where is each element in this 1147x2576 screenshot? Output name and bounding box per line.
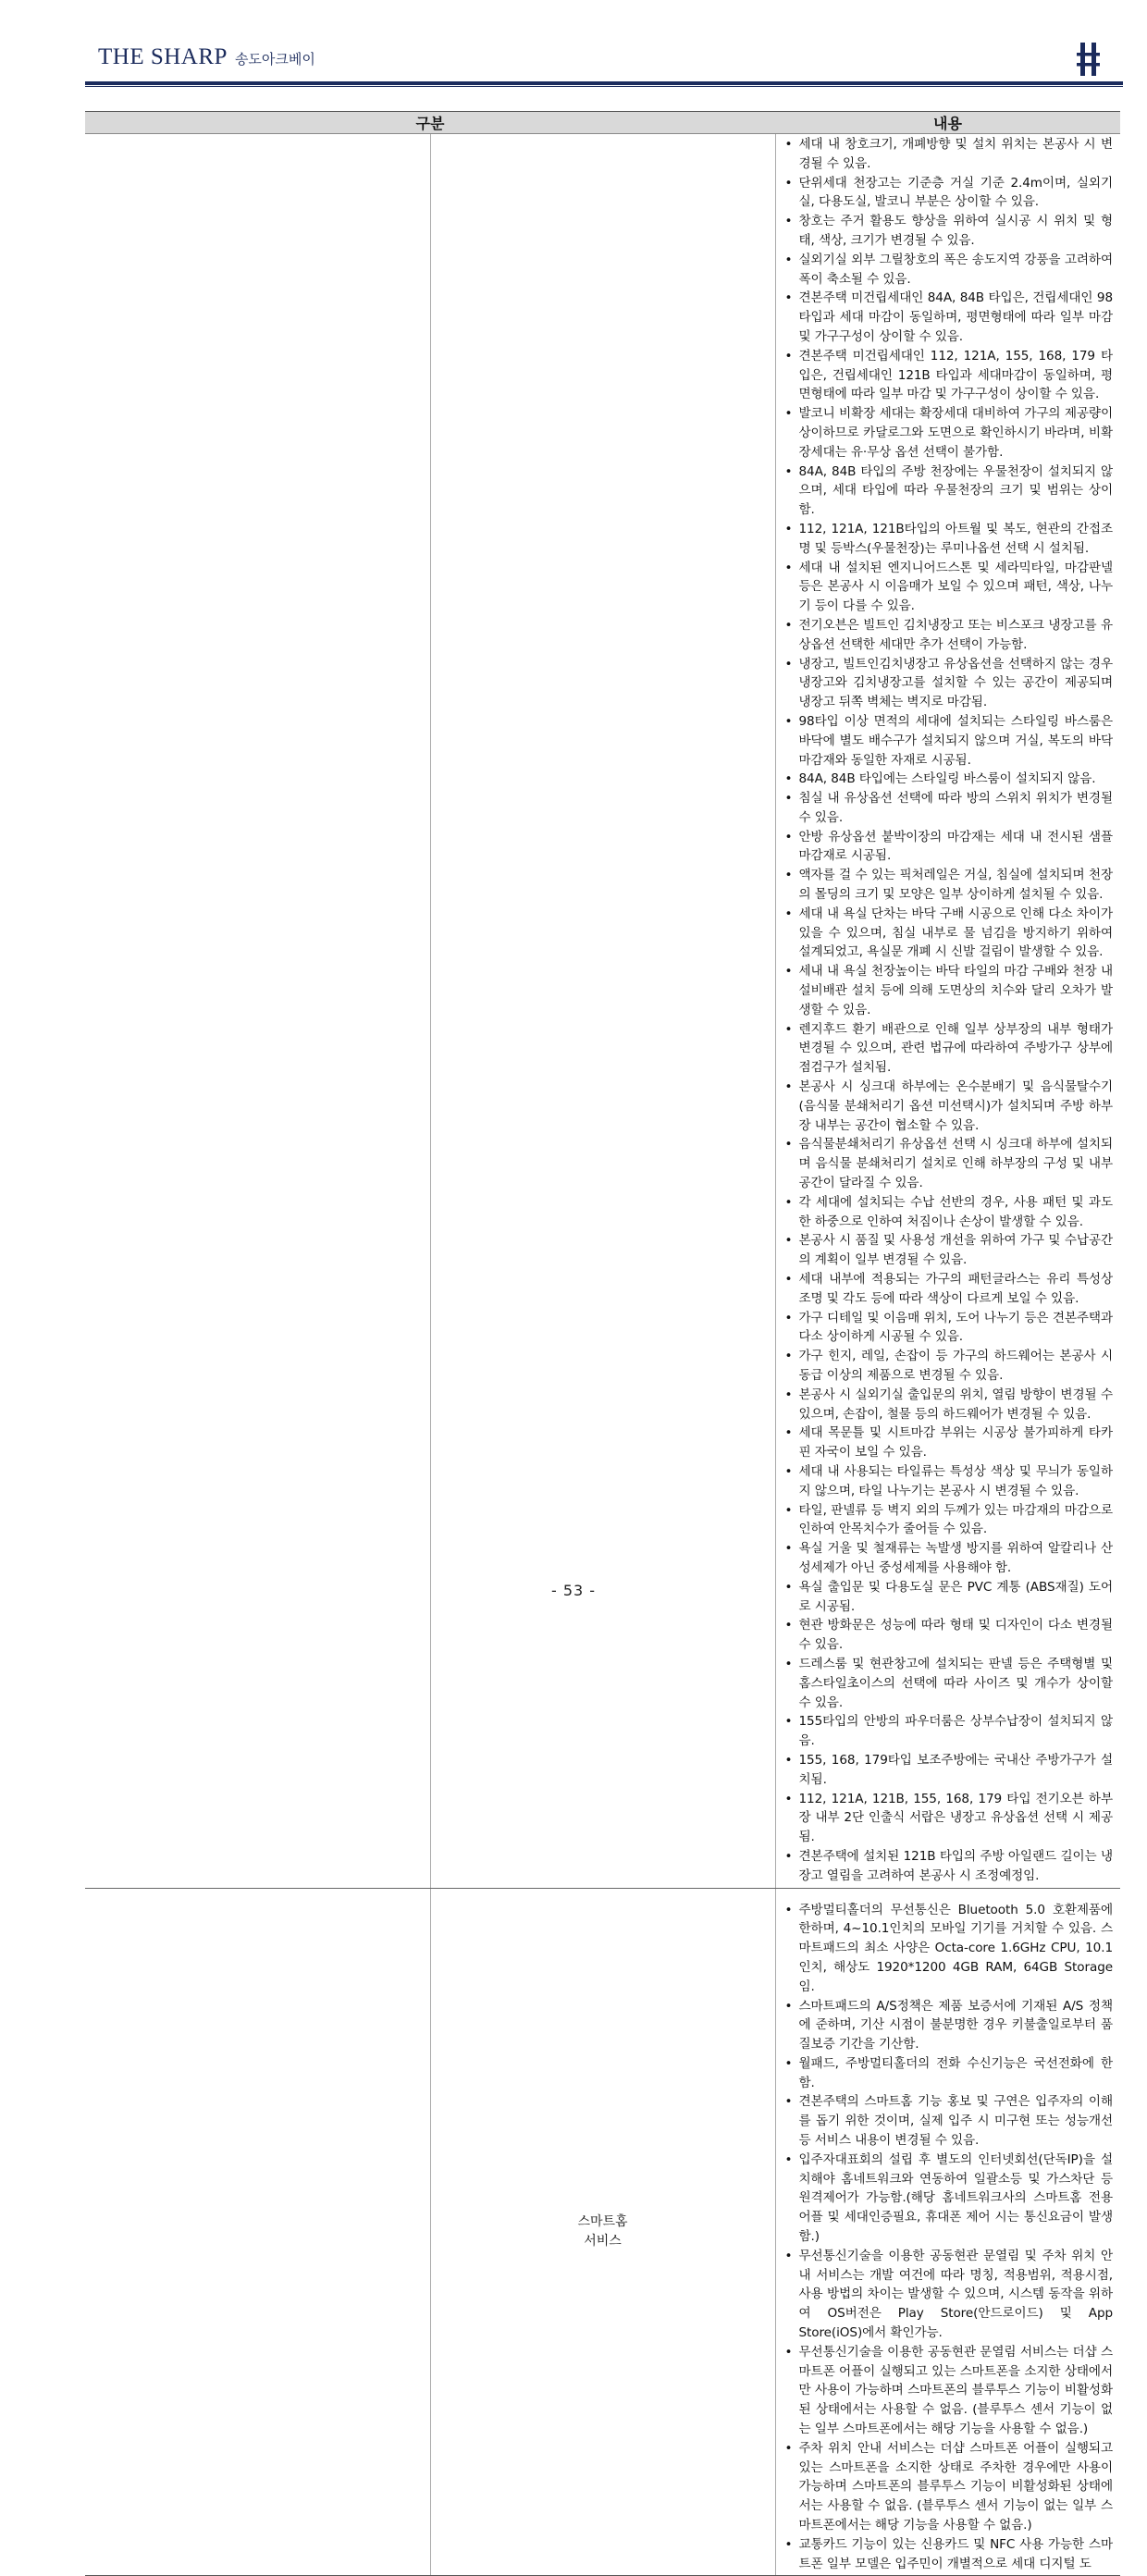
list-item: • 욕실 거울 및 철재류는 녹발생 방지를 위하여 알칼리나 산성세제가 아닌 중성세제를 사용해야 함. [785,1539,1114,1578]
list-item: • 견본주택에 설치된 121B 타입의 주방 아일랜드 길이는 냉장고 열림을 고려하여 본공사 시 조정예정임. [785,1847,1114,1886]
list-item: • 112, 121A, 121B, 155, 168, 179 타입 전기오븐 하부장 내부 2단 인출식 서랍은 냉장고 유상옵션 선택 시 제공됨. [785,1790,1114,1847]
list-item: • 욕실 출입문 및 다용도실 문은 PVC 계통 (ABS재질) 도어로 시공됨. [785,1578,1114,1617]
list-item: • 155타입의 안방의 파우더룸은 상부수납장이 설치되지 않음. [785,1712,1114,1751]
subcategory-label-line: 스마트홈 [577,2213,628,2229]
subcategory-label-line: 서비스 [584,2233,622,2249]
list-item: • 액자를 걸 수 있는 픽처레일은 거실, 침실에 설치되며 천장의 몰딩의 크기 및 모양은 일부 상이하게 설치될 수 있음. [785,866,1114,905]
list-item: • 세대 목문틀 및 시트마감 부위는 시공상 불가피하게 타카핀 자국이 보일 수 있음. [785,1424,1114,1462]
brand-name: THE SHARP [98,44,228,69]
list-item: • 세대 내 욕실 단차는 바닥 구배 시공으로 인해 다소 차이가 있을 수 있으며, 침실 내부로 물 넘김을 방지하기 위하여 설계되었고, 욕실문 개폐 시 신발 걸림이 발생할 수 있음. [785,905,1114,962]
list-item: • 84A, 84B 타입의 주방 천장에는 우물천장이 설치되지 않으며, 세대 타입에 따라 우물천장의 크기 및 범위는 상이함. [785,462,1114,520]
notice-list [776,1889,1121,2576]
list-item: • 본공사 시 품질 및 사용성 개선을 위하여 가구 및 수납공간의 계획이 일부 변경될 수 있음. [785,1231,1114,1270]
list-item: • 타일, 판넬류 등 벽지 외의 두께가 있는 마감재의 마감으로 인하여 안목치수가 줄어들 수 있음. [785,1501,1114,1540]
list-item: • 월패드, 주방멀티홀더의 전화 수신기능은 국선전화에 한함. [785,2054,1114,2093]
list-item: • 98타입 이상 면적의 세대에 설치되는 스타일링 바스룸은 바닥에 별도 배수구가 설치되지 않으며 거실, 복도의 바닥 마감재와 동일한 자재로 시공됨. [785,712,1114,770]
list-item: • 전기오븐은 빌트인 김치냉장고 또는 비스포크 냉장고를 유상옵션 선택한 세대만 추가 선택이 가능함. [785,616,1114,655]
header-rule [85,81,1123,85]
brand-subtitle: 송도아크베이 [234,51,315,68]
list-item: • 냉장고, 빌트인김치냉장고 유상옵션을 선택하지 않는 경우 냉장고와 김치냉장고를 설치할 수 있는 공간이 제공되며 냉장고 뒤쪽 벽체는 벽지로 마감됨. [785,655,1114,712]
notice-table [85,111,1120,2576]
list-item: • 안방 유상옵션 붙박이장의 마감재는 세대 내 전시된 샘플마감재로 시공됨. [785,828,1114,867]
list-item: • 창호는 주거 활용도 향상을 위하여 실시공 시 위치 및 형태, 색상, 크기가 변경될 수 있음. [785,212,1114,251]
list-item: • 스마트패드의 A/S정책은 제품 보증서에 기재된 A/S 정책에 준하며, 기산 시점이 불분명한 경우 키불출일로부터 품질보증 기간을 기산함. [785,1997,1114,2054]
list-item: • 드레스룸 및 현관창고에 설치되는 판넬 등은 주택형별 및 홈스타일초이스의 선택에 따라 사이즈 및 개수가 상이할 수 있음. [785,1655,1114,1712]
list-item: • 음식물분쇄처리기 유상옵션 선택 시 싱크대 하부에 설치되며 음식물 분쇄처리기 설치로 인해 하부장의 구성 및 내부 공간이 달라질 수 있음. [785,1135,1114,1192]
list-item: • 렌지후드 환기 배관으로 인해 일부 상부장의 내부 형태가 변경될 수 있으며, 관련 법규에 따라하여 주방가구 상부에 점검구가 설치됨. [785,1020,1114,1078]
list-item: • 각 세대에 설치되는 수납 선반의 경우, 사용 패턴 및 과도한 하중으로 인하여 처짐이나 손상이 발생할 수 있음. [785,1193,1114,1232]
list-item: • 실외기실 외부 그릴창호의 폭은 송도지역 강풍을 고려하여 폭이 축소될 수 있음. [785,251,1114,290]
list-item: • 세내 내 욕실 천장높이는 바닥 타일의 마감 구배와 천장 내 설비배관 설치 등에 의해 도면상의 치수와 달리 오차가 발생할 수 있음. [785,962,1114,1019]
list-item: • 112, 121A, 121B타입의 아트월 및 복도, 현관의 간접조명 및 등박스(우물천장)는 루미나옵션 선택 시 설치됨. [785,520,1114,559]
content-cell [775,134,1120,1889]
table-row [85,134,1120,1889]
sharp-logo-icon [1072,41,1105,78]
list-item: • 본공사 시 싱크대 하부에는 온수분배기 및 음식물탈수기(음식물 분쇄처리기 옵션 미선택시)가 설치되며 주방 하부장 내부는 공간이 협소할 수 있음. [785,1078,1114,1135]
list-item: • 견본주택의 스마트홈 기능 홍보 및 구연은 입주자의 이해를 돕기 위한 것이며, 실제 입주 시 미구현 또는 성능개선 등 서비스 내용이 변경될 수 있음. [785,2092,1114,2150]
content-cell [775,1888,1120,2576]
list-item: • 무선통신기술을 이용한 공동현관 문열림 및 주차 위치 안내 서비스는 개발 여건에 따라 명칭, 적용범위, 적용시점, 사용 방법의 차이는 발생할 수 있으며, 시스템 동작을 위하여 OS버전은 Play Store(안드로이드) 및 App Store(iOS)에서 확인가능. [785,2247,1114,2343]
list-item: • 155, 168, 179타입 보조주방에는 국내산 주방가구가 설치됨. [785,1751,1114,1790]
list-item: • 가구 힌지, 레일, 손잡이 등 가구의 하드웨어는 본공사 시 동급 이상의 제품으로 변경될 수 있음. [785,1347,1114,1386]
category-header: 구분 [85,112,775,134]
list-item: • 84A, 84B 타입에는 스타일링 바스룸이 설치되지 않음. [785,770,1114,789]
page-header [85,41,1121,85]
notice-list [776,134,1121,1888]
list-item: • 주방멀티홀더의 무선통신은 Bluetooth 5.0 호환제품에 한하며, 4~10.1인치의 모바일 기기를 거치할 수 있음. 스마트패드의 최소 사양은 Octa-core 1.6GHz CPU, 10.1인치, 해상도 1920*1200 4GB RAM, 64GB Storage 임. [785,1901,1114,1997]
category-cell [85,134,430,1889]
table-row [85,1888,1120,2576]
list-item: • 견본주택 미건립세대인 84A, 84B 타입은, 건립세대인 98타입과 세대 마감이 동일하며, 평면형태에 따라 일부 마감 및 가구구성이 상이할 수 있음. [785,289,1114,346]
list-item: • 발코니 비확장 세대는 확장세대 대비하여 가구의 제공량이 상이하므로 카달로그와 도면으로 확인하시기 바라며, 비확장세대는 유·무상 옵션 선택이 불가함. [785,404,1114,462]
list-item: • 무선통신기술을 이용한 공동현관 문열림 서비스는 더샵 스마트폰 어플이 실행되고 있는 스마트폰을 소지한 상태에서만 사용이 가능하며 스마트폰의 블루투스 기능이 비활성화된 상태에서는 사용할 수 없음. (블루투스 센서 기능이 없는 일부 스마트폰에서는 해당 기능을 사용할 수 없음.) [785,2343,1114,2439]
list-item: • 세대 내 사용되는 타일류는 특성상 색상 및 무늬가 동일하지 않으며, 타일 나누기는 본공사 시 변경될 수 있음. [785,1462,1114,1501]
list-item: • 견본주택 미건립세대인 112, 121A, 155, 168, 179 타입은, 건립세대인 121B 타입과 세대마감이 동일하며, 평면형태에 따라 일부 마감 및 가구구성이 상이할 수 있음. [785,347,1114,404]
header-rule-thin [85,86,1123,87]
brand-logo [98,44,315,70]
list-item: • 본공사 시 실외기실 출입문의 위치, 열림 방향이 변경될 수 있으며, 손잡이, 철물 등의 하드웨어가 변경될 수 있음. [785,1386,1114,1424]
category-cell [85,1888,430,2576]
list-item: • 입주자대표회의 설립 후 별도의 인터넷회선(단독IP)을 설치해야 홈네트워크와 연동하여 일괄소등 및 가스차단 등 원격제어가 가능함.(해당 홈네트워크사의 스마트홈 전용 어플 및 세대인증필요, 휴대폰 제어 시는 통신요금이 발생함.) [785,2151,1114,2247]
list-item: • 가구 디테일 및 이음매 위치, 도어 나누기 등은 견본주택과 다소 상이하게 시공될 수 있음. [785,1309,1114,1348]
subcategory-cell [430,1888,775,2576]
list-item: • 단위세대 천장고는 기준층 거실 기준 2.4m이며, 실외기실, 다용도실, 발코니 부분은 상이할 수 있음. [785,174,1114,213]
list-item: • 주차 위치 안내 서비스는 더샵 스마트폰 어플이 실행되고 있는 스마트폰을 소지한 상태로 주차한 경우에만 사용이 가능하며 스마트폰의 블루투스 기능이 비활성화된 상태에서는 사용할 수 없음. (블루투스 센서 기능이 없는 일부 스마트폰에서는 해당 기능을 사용할 수 없음.) [785,2439,1114,2535]
subcategory-cell [430,134,775,1889]
list-item: • 세대 내 설치된 엔지니어드스톤 및 세라믹타일, 마감판넬 등은 본공사 시 이음매가 보일 수 있으며 패턴, 색상, 나누기 등이 다를 수 있음. [785,559,1114,616]
list-item: • 침실 내 유상옵션 선택에 따라 방의 스위치 위치가 변경될 수 있음. [785,789,1114,828]
list-item: • 세대 내 창호크기, 개폐방향 및 설치 위치는 본공사 시 변경될 수 있음. [785,135,1114,174]
content-header: 내용 [775,112,1120,134]
list-item: • 교통카드 기능이 있는 신용카드 및 NFC 사용 가능한 스마트폰 일부 모델은 입주민이 개별적으로 세대 디지털 도 [785,2535,1114,2574]
list-item: • 세대 내부에 적용되는 가구의 패턴글라스는 유리 특성상 조명 및 각도 등에 따라 색상이 다르게 보일 수 있음. [785,1270,1114,1309]
page-number: - 53 - [550,1582,597,1599]
list-item: • 현관 방화문은 성능에 따라 형태 및 디자인이 다소 변경될 수 있음. [785,1616,1114,1655]
